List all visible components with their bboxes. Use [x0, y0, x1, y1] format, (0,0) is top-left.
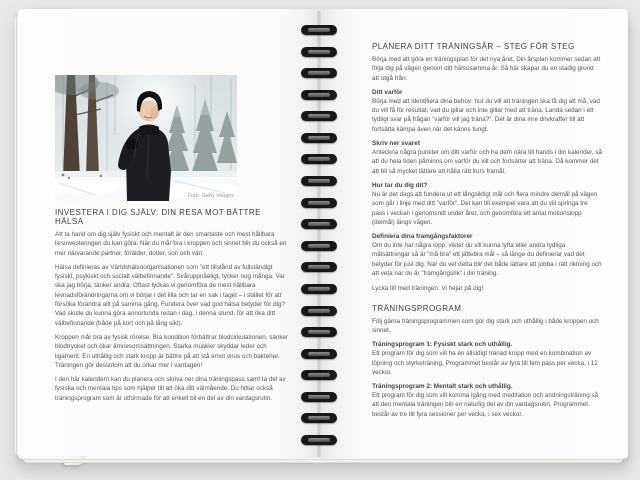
left-paragraph-1: Att ta hand om dig själv fysiskt och mentalt är den smartaste och mest hållbara livsinvesteringen du kan göra. När du mår bra i kroppen och sinnet blir du också en mer närvarande partner, förälder, dotter, son och vän.	[55, 231, 287, 257]
photo-credit: Foto: Getty Images	[187, 193, 234, 199]
page-curl	[64, 456, 86, 465]
spiral-coil	[301, 349, 337, 359]
left-page	[18, 9, 318, 459]
spiral-coil	[301, 219, 337, 229]
right-page-article	[372, 42, 602, 424]
spiral-coil	[301, 176, 337, 186]
spiral-coil	[301, 68, 337, 78]
section-title-why: Ditt varför	[372, 88, 403, 96]
spiral-coil	[301, 262, 337, 272]
program-1-body: Ett program för dig som vill ha en allsidigt tränad kropp med en kombination av löpning och styrketräning. Programmet består av fyra till fem pass per vecka, i 12 veckor.	[372, 350, 598, 376]
left-paragraph-3: Kroppen mår bra av fysisk rörelse. Bra kondition förbättrar blodcirkulationen, sänker blodtrycket och ökar ämnesomsättningen. Starka muskler skyddar leder och ligament. En uthållig och stark kropp är bättre på att stå emot virus och bakterier. Träningen gör dessutom att du orkar mer i vardagen!	[55, 333, 289, 369]
spiral-coil	[301, 370, 337, 380]
right-page	[320, 9, 628, 459]
spiral-coil	[301, 133, 337, 143]
spiral-binding-coils	[301, 25, 337, 445]
spiral-coil	[301, 47, 337, 57]
section-title-success: Definiera dina framgångsfaktorer	[372, 233, 473, 241]
left-paragraph-4: I den här kalendern kan du planera och skriva ner dina träningspass samt ta del av fysiska och mentala tips som hjälper till att öka ditt välmående. Du hittar också träningsprogram som är utformade för att enkelt bli en del av din vardagsrutin.	[55, 376, 286, 402]
spiral-coil	[301, 327, 337, 337]
right-intro: Börja med att göra en träningsplan för det nya året. Din årsplan kommer sedan att följa dig på vägen genom ditt hälsosamma år. Så här skapar du en stadig grund att utgå från:	[372, 56, 601, 82]
left-page-article	[55, 208, 289, 408]
program-2-title: Träningsprogram 2: Mentalt stark och uthållig.	[372, 383, 513, 391]
open-spiral-planner	[18, 9, 628, 459]
section-body-success: Om du inte har några lopp, vikter du vill kunna lyfta eller andra tydliga målsättningar så är ”må bra” ett jättebra mål – så länge du definierar vad det betyder för just dig. När du vet detta blir det både lättare att jobba i rätt riktning och att veta när du är ”framgångsrik” i din träning.	[372, 242, 602, 278]
closing-line: Lycka till med träningen. Vi hejar på dig!	[372, 285, 484, 293]
left-paragraph-2: Hälsa definieras av Världshälsoorganisationen som ”ett tillstånd av fullständigt fysiskt, psykiskt och socialt välbefinnande”. Svåruppnåeligt, tycker nog många. Var ska jag börja, tänker andra. Oftast lyckas vi genomföra de mest hållbara levnadsförändringarna om vi börjar i det lilla och tar en sak i taget – i stället för att försöka förändra allt på samma gång. Fundera över vad god hälsa betyder för dig? Vad skulle du kunna göra annorlunda redan i dag, i denna stund, för att öka ditt välbefinnande (både på kort och på lång sikt).	[55, 263, 285, 327]
winter-runner-photo	[55, 75, 237, 201]
section-body-write: Anteckna några punkter om ditt varför och ha dem nära till hands i din kalender, så att du hela tiden påminns om varför du vill och fortsätter att träna. Då kommer det att bli så mycket lättare att hålla rätt kurs framåt.	[372, 149, 602, 175]
spiral-coil	[301, 306, 337, 316]
right-page-heading: PLANERA DITT TRÄNINGSÅR – STEG FÖR STEG	[372, 42, 575, 51]
winter-photo-illustration	[55, 75, 237, 201]
spiral-coil	[301, 392, 337, 402]
spiral-coil	[301, 90, 337, 100]
section-title-write: Skriv ner svaret	[372, 140, 420, 148]
spiral-coil	[301, 111, 337, 121]
programs-heading: TRÄNINGSPROGRAM	[372, 303, 462, 313]
program-1-title: Träningsprogram 1: Fysiskt stark och uthållig.	[372, 341, 513, 349]
programs-intro: Följ gärna träningsprogrammen som gör dig stark och uthållig i både kroppen och sinnet.	[372, 317, 599, 334]
spiral-coil	[301, 435, 337, 445]
spiral-coil	[301, 413, 337, 423]
spiral-coil	[301, 198, 337, 208]
section-title-how: Hur tar du dig dit?	[372, 181, 428, 189]
program-2-body: Ett program för dig som vill komma igång med meditation och andningsträning så att den mentala träningen blir en naturlig del av din vardagsrutin. Programmet består av tre till fyra sessioner per vecka, i sex veckor.	[372, 392, 599, 418]
section-body-why: Börja med att identifiera dina behov: hur du vill att träningen ska få dig att må, vad du vill få för resultat, vad du gillar och inte gillar med att träna. Landa sedan i ett tydligt svar på frågan ”varför vill jag träna?”. Det är dina inre drivkrafter till att fortsätta kämpa även när det känns tungt.	[372, 97, 600, 133]
spiral-coil	[301, 154, 337, 164]
spiral-coil	[301, 25, 337, 35]
left-page-heading: INVESTERA I DIG SJÄLV: DIN RESA MOT BÄTTRE HÄLSA	[55, 208, 261, 226]
spiral-coil	[301, 284, 337, 294]
section-body-how: Nu är det dags att fundera ut ett långsiktigt mål och flera mindre delmål på vägen som går i linje med ditt ”varför”. Det kan till exempel vara att du vill springa tre pass i veckan i genomsnitt under året, och genomföra ett antal motionslopp (delmål) längs vägen.	[372, 190, 598, 226]
spiral-coil	[301, 241, 337, 251]
